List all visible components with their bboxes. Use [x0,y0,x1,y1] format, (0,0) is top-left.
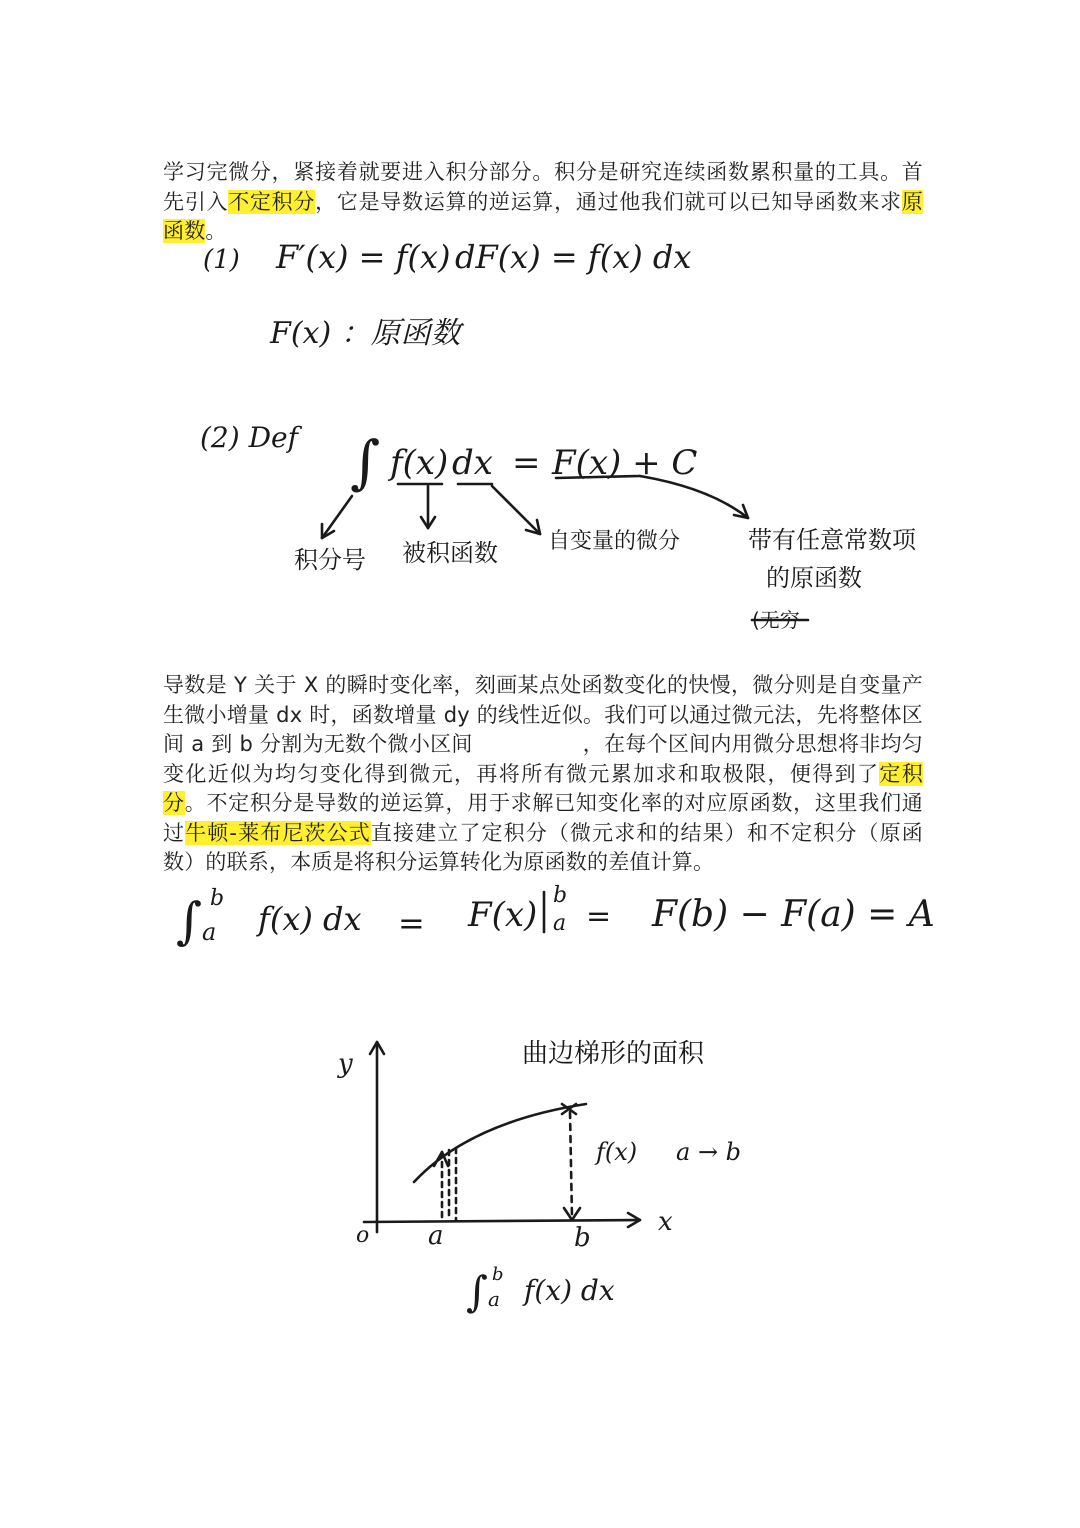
differential-dx: dx [452,443,493,483]
range-label: a → b [676,1138,742,1166]
equals-sign: = [512,443,541,483]
formula-integrand: f(x) dx [258,900,362,938]
x-axis-label: x [658,1207,673,1237]
formula-equals: = [398,904,425,942]
bar-lower-limit: a [553,911,567,936]
fx-label: f(x) [596,1138,638,1166]
formula-difference: F(b) − F(a) = A [652,894,935,935]
label-differential: 自变量的微分 [548,529,681,554]
note-1-number: (1) [203,245,240,275]
note-2-def: (2) Def [200,421,298,454]
intro-text: 学习完微分，紧接着就要进入积分部分。积分是研究连续函数累积量的工具。首先引入 [163,160,923,214]
antiderivative-plus-c: F(x) + C [552,443,698,483]
intro-text: 。 [205,219,227,243]
curve-fx [414,1104,586,1182]
note-1-antiderivative: F(x) ：原函数 [270,316,461,351]
y-axis-label: y [338,1049,353,1079]
graph-integral-lower: a [488,1287,500,1311]
origin-label: o [356,1223,370,1248]
formula-integral-sign: ∫ [176,892,203,950]
label-crossed-out: (无穷 [752,608,800,632]
bar-upper-limit: b [553,883,568,908]
body-text: 导数是 Y 关于 X 的瞬时变化率，刻画某点处函数变化的快慢，微分则是自变量产生微小增量 dx 时，函数增量 dy 的线性近似。我们可以通过微元法，先将整体区间 a 到 b 分割为无数个微小区间 [163,673,923,756]
formula-equals: = [586,899,612,934]
graph-integral-sign: ∫ [466,1267,488,1316]
integral-sign: ∫ [350,428,381,496]
graph-title: 曲边梯形的面积 [522,1039,705,1069]
graph-integral-upper: b [492,1264,504,1285]
note-1-differential-eq: dF(x) = f(x) dx [455,238,692,276]
x-axis [364,1220,640,1222]
highlight-antiderivative: 原函数 [163,189,923,243]
b-label: b [574,1223,591,1253]
b-line [570,1112,572,1218]
graph-integral-body: f(x) dx [524,1274,615,1307]
highlight-definite-integral: 定积分 [163,761,923,815]
intro-text: ，它是导数运算的逆运算，通过他我们就可以已知导函数来求 [315,189,902,214]
label-integral-sign: 积分号 [294,546,366,574]
highlight-indefinite-integral: 不定积分 [228,189,316,214]
label-arbitrary-constant: 带有任意常数项 [748,526,916,554]
body-text: ，在每个区间内用微分思想将非均匀变化近似为均匀变化得到微元，再将所有微元累加求和取极限，便得到了 [163,732,924,786]
a-label: a [428,1221,444,1251]
integrand: f(x) [390,443,449,483]
formula-upper-limit: b [210,886,225,911]
label-antiderivative: 的原函数 [766,564,862,592]
body-text: 。不定积分是导数的逆运算，用于求解已知变化率的对应原函数，这里我们通过 [163,791,924,845]
highlight-newton-leibniz: 牛顿-莱布尼茨公式 [185,820,371,845]
formula-antiderivative: F(x) [468,895,538,935]
label-integrand: 被积函数 [402,539,498,567]
body-text: 直接建立了定积分（微元求和的结果）和不定积分（原函数）的联系，本质是将积分运算转化为原函数的差值计算。 [163,820,923,874]
note-1-derivative-eq: F′(x) = f(x) [276,238,451,276]
formula-lower-limit: a [202,918,217,946]
